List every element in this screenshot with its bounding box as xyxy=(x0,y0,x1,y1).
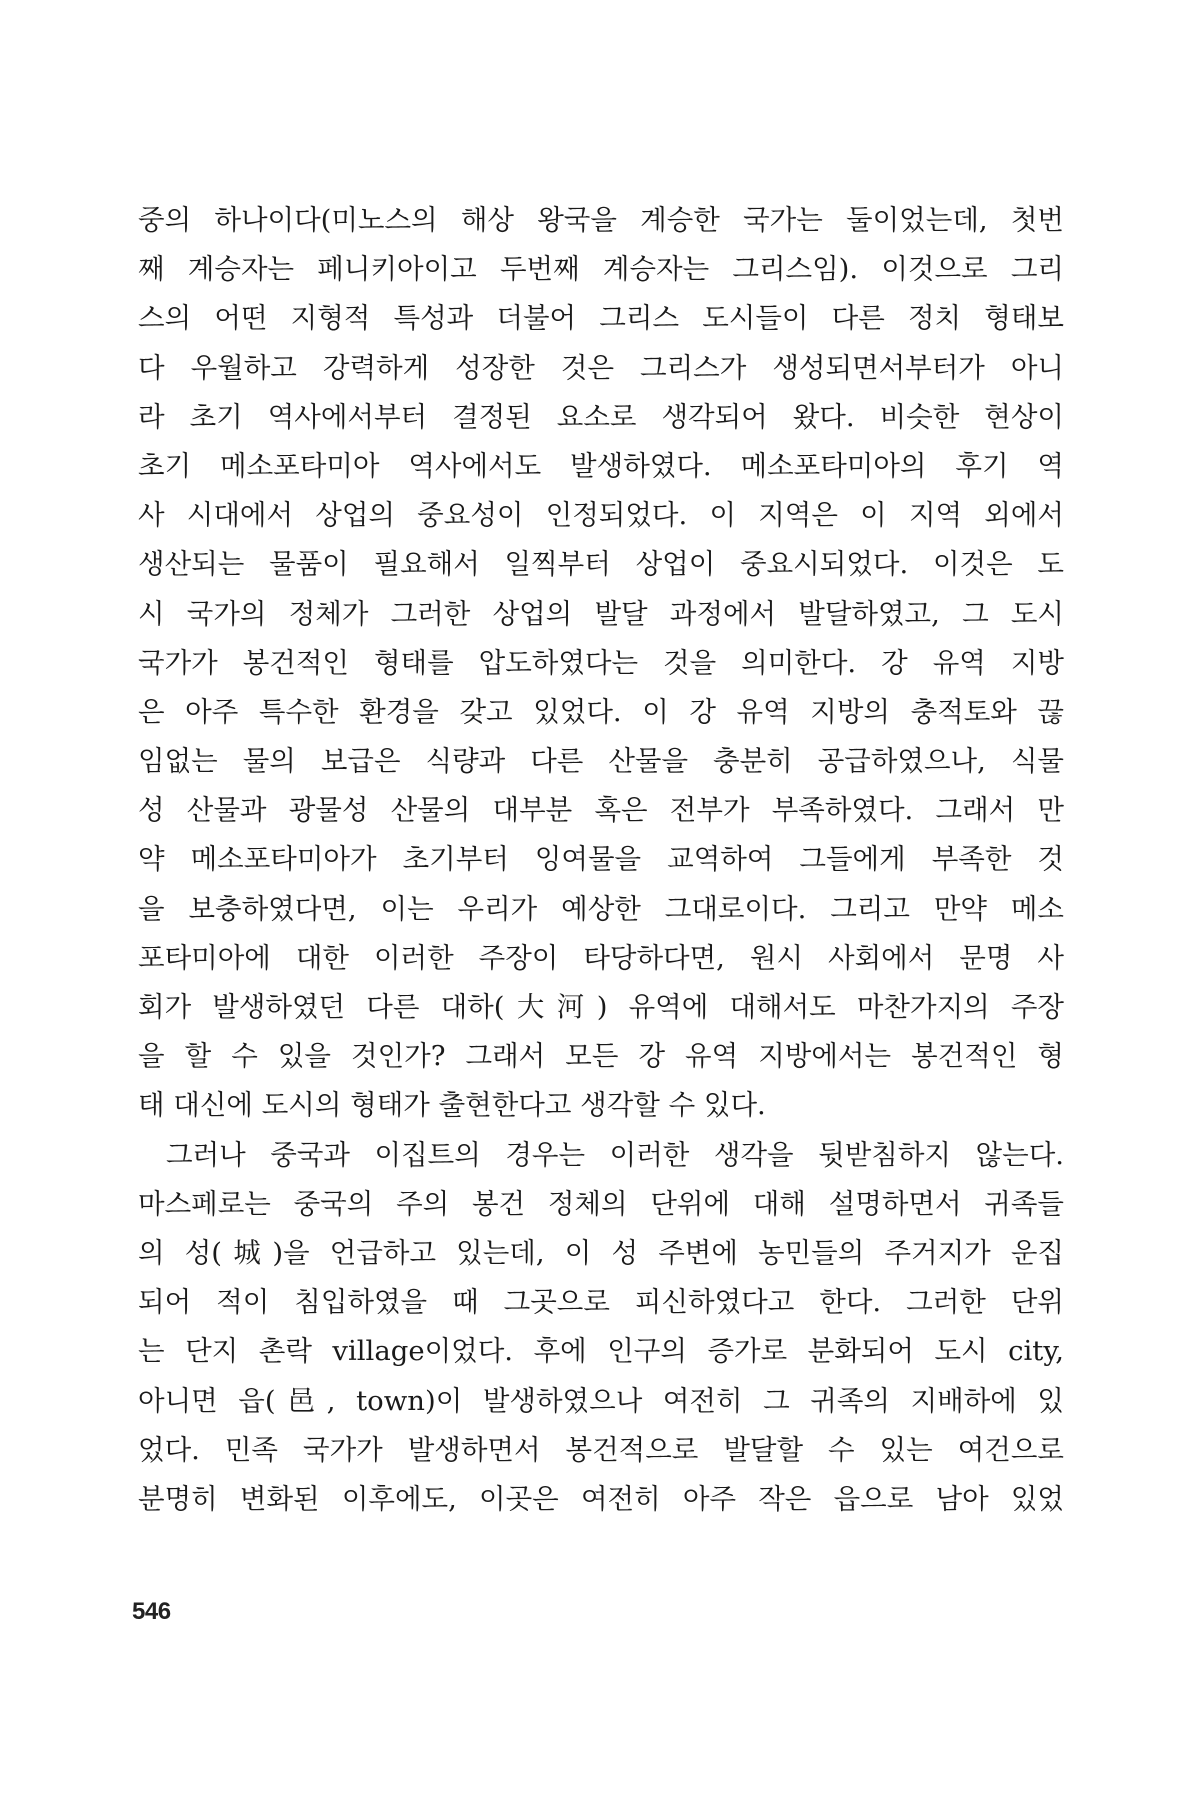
text-line: 라 초기 역사에서부터 결정된 요소로 생각되어 왔다. 비슷한 현상이 xyxy=(138,400,1064,433)
text-line: 국가가 봉건적인 형태를 압도하였다는 것을 의미한다. 강 유역 지방 xyxy=(138,646,1064,679)
text-line: 태 대신에 도시의 형태가 출현한다고 생각할 수 있다. xyxy=(138,1089,766,1122)
text-line: 생산되는 물품이 필요해서 일찍부터 상업이 중요시되었다. 이것은 도 xyxy=(138,548,1064,581)
text-line: 아니면 읍(邑, town)이 발생하였으나 여전히 그 귀족의 지배하에 있 xyxy=(138,1384,1064,1417)
text-line: 약 메소포타미아가 초기부터 잉여물을 교역하여 그들에게 부족한 것 xyxy=(138,843,1064,876)
text-line: 초기 메소포타미아 역사에서도 발생하였다. 메소포타미아의 후기 역 xyxy=(138,449,1064,482)
text-line: 는 단지 촌락 village이었다. 후에 인구의 증가로 분화되어 도시 city, xyxy=(138,1335,1064,1368)
text-line: 임없는 물의 보급은 식량과 다른 산물을 충분히 공급하였으나, 식물 xyxy=(138,745,1064,778)
text-line: 되어 적이 침입하였을 때 그곳으로 피신하였다고 한다. 그러한 단위 xyxy=(138,1286,1064,1319)
text-line: 중의 하나이다(미노스의 해상 왕국을 계승한 국가는 둘이었는데, 첫번 xyxy=(138,204,1064,236)
text-line: 그러나 중국과 이집트의 경우는 이러한 생각을 뒷받침하지 않는다. xyxy=(166,1138,1064,1171)
page-number: 546 xyxy=(132,1598,171,1625)
text-line: 을 보충하였다면, 이는 우리가 예상한 그대로이다. 그리고 만약 메소 xyxy=(138,892,1064,925)
paragraph-2 xyxy=(138,1131,1064,1525)
text-line: 째 계승자는 페니키아이고 두번째 계승자는 그리스임). 이것으로 그리 xyxy=(138,253,1064,286)
text-line: 시 국가의 정체가 그러한 상업의 발달 과정에서 발달하였고, 그 도시 xyxy=(138,597,1064,630)
text-line: 스의 어떤 지형적 특성과 더불어 그리스 도시들이 다른 정치 형태보 xyxy=(138,302,1064,335)
text-line: 의 성(城)을 언급하고 있는데, 이 성 주변에 농민들의 주거지가 운집 xyxy=(138,1236,1064,1269)
paragraph-1 xyxy=(138,196,1064,1131)
text-line: 포타미아에 대한 이러한 주장이 타당하다면, 원시 사회에서 문명 사 xyxy=(138,941,1064,974)
text-line: 성 산물과 광물성 산물의 대부분 혹은 전부가 부족하였다. 그래서 만 xyxy=(138,794,1064,827)
text-line: 회가 발생하였던 다른 대하(大河) 유역에 대해서도 마찬가지의 주장 xyxy=(138,991,1064,1023)
text-line: 었다. 민족 국가가 발생하면서 봉건적으로 발달할 수 있는 여건으로 xyxy=(138,1433,1064,1466)
text-line: 을 할 수 있을 것인가? 그래서 모든 강 유역 지방에서는 봉건적인 형 xyxy=(138,1040,1064,1073)
text-line: 마스페로는 중국의 주의 봉건 정체의 단위에 대해 설명하면서 귀족들 xyxy=(138,1187,1064,1220)
text-line: 분명히 변화된 이후에도, 이곳은 여전히 아주 작은 읍으로 남아 있었 xyxy=(138,1482,1064,1515)
body-text xyxy=(138,196,1064,1524)
text-line: 사 시대에서 상업의 중요성이 인정되었다. 이 지역은 이 지역 외에서 xyxy=(138,499,1064,532)
text-line: 은 아주 특수한 환경을 갖고 있었다. 이 강 유역 지방의 충적토와 끊 xyxy=(138,695,1064,728)
text-line: 다 우월하고 강력하게 성장한 것은 그리스가 생성되면서부터가 아니 xyxy=(138,351,1064,384)
